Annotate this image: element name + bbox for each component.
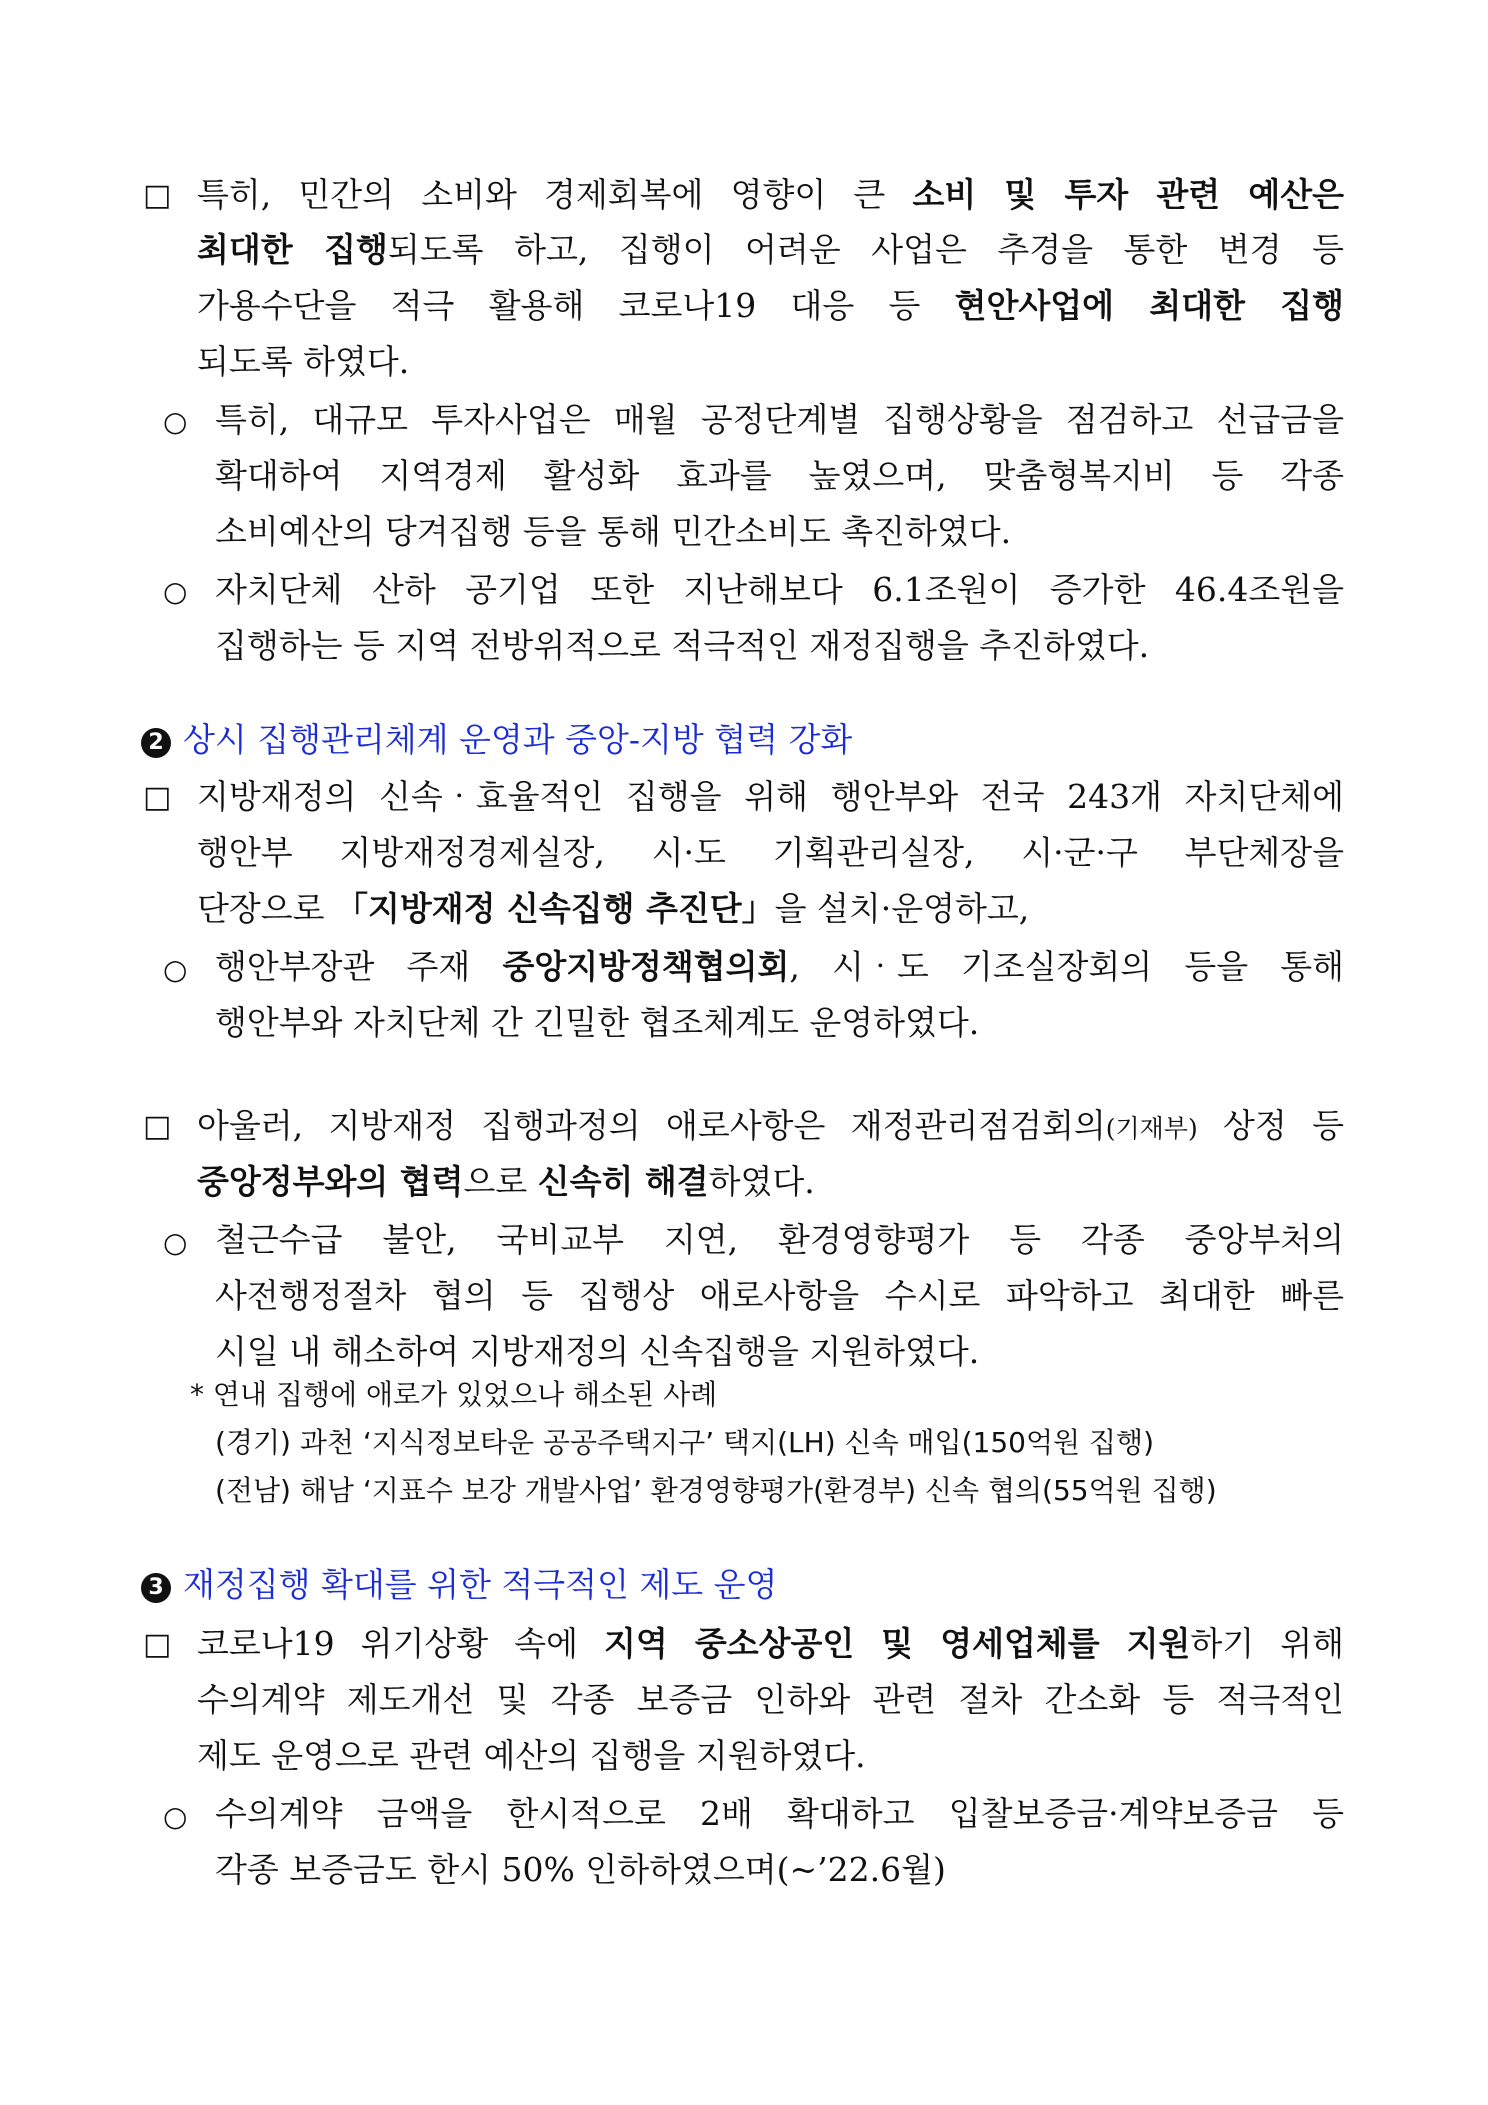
- sub-item-line: 사전행정절차 협의 등 집행상 애로사항을 수시로 파악하고 최대한 빠른: [215, 1276, 1344, 1315]
- bold-text-run: 최대한 집행: [197, 230, 388, 269]
- circle-bullet-icon: ○: [163, 575, 188, 608]
- paragraph-line: [197, 1104, 1344, 1151]
- bold-text-run: 지역 중소상공인 및 영세업체를 지원: [604, 1624, 1191, 1663]
- text-run: 으로: [463, 1162, 538, 1201]
- paragraph-line: [197, 228, 1344, 272]
- note-item: (전남) 해남 ‘지표수 보강 개발사업’ 환경영향평가(환경부) 신속 협의(55억원 집행): [215, 1474, 1217, 1507]
- circle-bullet-icon: ○: [163, 405, 188, 438]
- sub-item-line: 확대하여 지역경제 활성화 효과를 높였으며, 맞춤형복지비 등 각종: [215, 456, 1344, 495]
- paragraph-line: 수의계약 제도개선 및 각종 보증금 인하와 관련 절차 간소화 등 적극적인: [197, 1680, 1344, 1719]
- sub-item-line: 수의계약 금액을 한시적으로 2배 확대하고 입찰보증금·계약보증금 등: [215, 1794, 1344, 1833]
- text-run: 하기 위해: [1190, 1624, 1344, 1663]
- text-run: (기재부): [1105, 1114, 1198, 1143]
- sub-item-line: 철근수급 불안, 국비교부 지연, 환경영향평가 등 각종 중앙부처의: [215, 1220, 1344, 1259]
- bold-text-run: 「지방재정 신속집행 추진단」: [335, 889, 775, 928]
- note-title: * 연내 집행에 애로가 있었으나 해소된 사례: [190, 1378, 718, 1411]
- text-run: 단장으로: [197, 889, 336, 928]
- text-run: 코로나19 위기상황 속에: [197, 1624, 605, 1663]
- paragraph-line: [197, 887, 1029, 931]
- paragraph-line: 되도록 하였다.: [197, 342, 410, 381]
- paragraph-line: [197, 1160, 815, 1204]
- text-run: 가용수단을 적극 활용해 코로나19 대응 등: [197, 286, 955, 325]
- square-bullet-icon: □: [143, 1109, 172, 1144]
- text-run: 을 설치·운영하고,: [774, 889, 1030, 928]
- text-run: 아울러, 지방재정 집행과정의 애로사항은 재정관리점검회의: [197, 1106, 1106, 1145]
- circle-bullet-icon: ○: [163, 1226, 188, 1259]
- square-bullet-icon: □: [143, 780, 172, 815]
- sub-item-line: 소비예산의 당겨집행 등을 통해 민간소비도 촉진하였다.: [215, 512, 1012, 551]
- paragraph-line: [197, 1622, 1344, 1666]
- circle-bullet-icon: ○: [163, 1800, 188, 1833]
- sub-item-line: 행안부와 자치단체 간 긴밀한 협조체계도 운영하였다.: [215, 1003, 980, 1042]
- text-run: , 시‧도 기조실장회의 등을 통해: [789, 947, 1344, 986]
- section-number-icon: 2: [141, 728, 171, 758]
- bold-text-run: 현안사업에 최대한 집행: [954, 286, 1344, 325]
- paragraph-line: 행안부 지방재정경제실장, 시·도 기획관리실장, 시·군·구 부단체장을: [197, 833, 1344, 872]
- note-item: (경기) 과천 ‘지식정보타운 공공주택지구’ 택지(LH) 신속 매입(150억원 집행): [215, 1426, 1154, 1459]
- text-run: 하였다.: [708, 1162, 815, 1201]
- section-heading: [141, 718, 852, 762]
- sub-item-line: [215, 945, 1344, 989]
- sub-item-line: 집행하는 등 지역 전방위적으로 적극적인 재정집행을 추진하였다.: [215, 626, 1150, 665]
- bold-text-run: 신속히 해결: [537, 1162, 709, 1201]
- bold-text-run: 중앙정부와의 협력: [197, 1162, 464, 1201]
- section-title: 상시 집행관리체계 운영과 중앙-지방 협력 강화: [183, 720, 853, 759]
- square-bullet-icon: □: [143, 178, 172, 213]
- paragraph-line: [197, 284, 1344, 328]
- circle-bullet-icon: ○: [163, 953, 188, 986]
- sub-item-line: 자치단체 산하 공기업 또한 지난해보다 6.1조원이 증가한 46.4조원을: [215, 570, 1344, 609]
- sub-item-line: 시일 내 해소하여 지방재정의 신속집행을 지원하였다.: [215, 1332, 980, 1371]
- text-run: 되도록 하고, 집행이 어려운 사업은 추경을 통한 변경 등: [387, 230, 1344, 269]
- sub-item-line: 각종 보증금도 한시 50% 인하하였으며(~’22.6월): [215, 1850, 946, 1889]
- sub-item-line: 특히, 대규모 투자사업은 매월 공정단계별 집행상황을 점검하고 선급금을: [215, 400, 1344, 439]
- section-heading: [141, 1563, 777, 1607]
- section-title: 재정집행 확대를 위한 적극적인 제도 운영: [183, 1565, 778, 1604]
- text-run: 특히, 민간의 소비와 경제회복에 영향이 큰: [197, 175, 913, 214]
- section-number-icon: 3: [141, 1573, 171, 1603]
- square-bullet-icon: □: [143, 1627, 172, 1662]
- text-run: 상정 등: [1197, 1106, 1344, 1145]
- text-run: 행안부장관 주재: [215, 947, 503, 986]
- paragraph-line: [197, 173, 1344, 217]
- bold-text-run: 소비 및 투자 관련 예산은: [912, 175, 1344, 214]
- paragraph-line: 지방재정의 신속‧효율적인 집행을 위해 행안부와 전국 243개 자치단체에: [197, 777, 1344, 816]
- paragraph-line: 제도 운영으로 관련 예산의 집행을 지원하였다.: [197, 1736, 866, 1775]
- bold-text-run: 중앙지방정책협의회: [502, 947, 790, 986]
